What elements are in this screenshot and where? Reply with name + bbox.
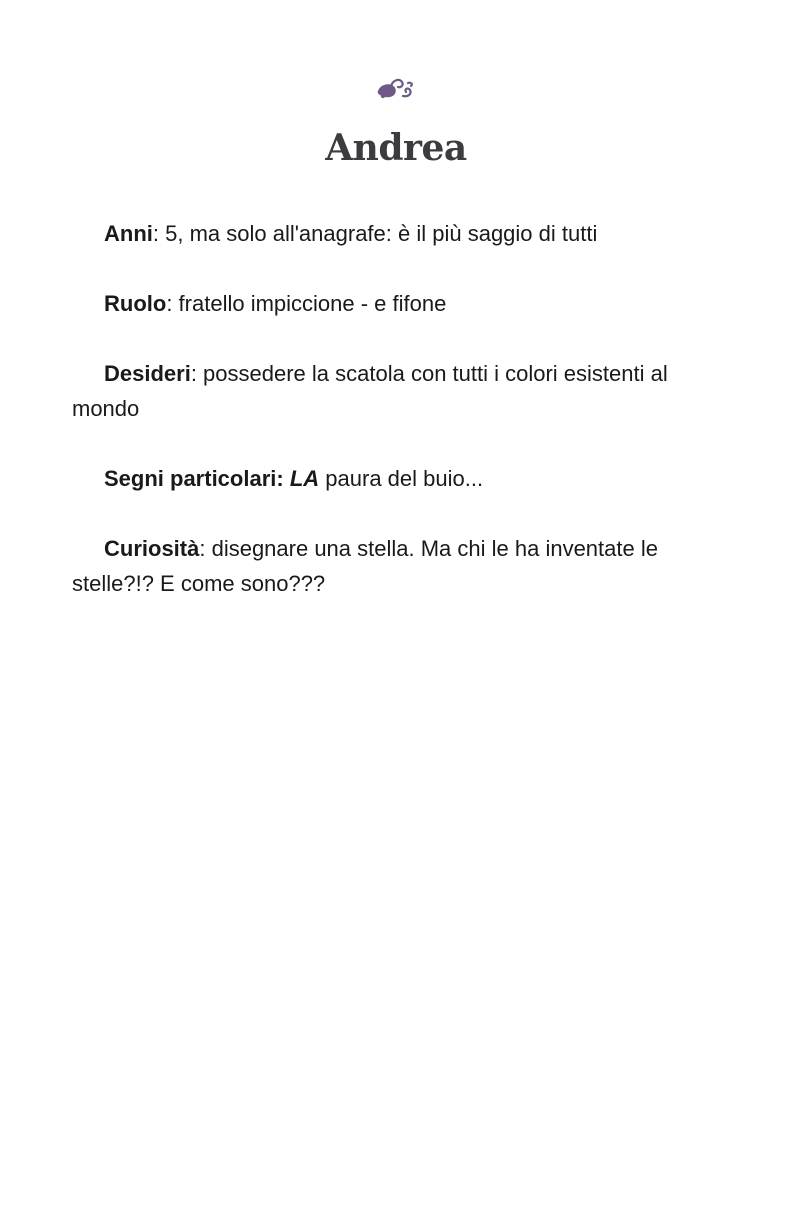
field-desideri — [72, 356, 722, 426]
field-ruolo — [72, 286, 722, 321]
field-value: paura del buio... — [319, 466, 484, 491]
flourish-icon — [375, 74, 417, 102]
page-title: Andrea — [325, 127, 467, 169]
field-emphasis: LA — [289, 466, 320, 491]
field-value: : fratello impiccione - e fifone — [166, 291, 447, 316]
field-label: Desideri — [104, 361, 191, 386]
field-value: : 5, ma solo all'anagrafe: è il più saggio di tutti — [152, 221, 598, 246]
field-label: Curiosità — [104, 536, 200, 561]
field-segni-particolari — [72, 461, 722, 496]
field-label: Segni particolari: — [104, 466, 284, 491]
field-value: : possedere la scatola con tutti i colori esistenti al mondo — [72, 361, 668, 421]
field-value: : disegnare una stella. Ma chi le ha inventate le stelle?!? E come sono??? — [72, 536, 658, 596]
field-anni — [72, 216, 722, 251]
field-curiosita — [72, 531, 722, 601]
field-label: Anni — [104, 221, 153, 246]
character-fields — [72, 216, 722, 636]
field-label: Ruolo — [104, 291, 167, 316]
